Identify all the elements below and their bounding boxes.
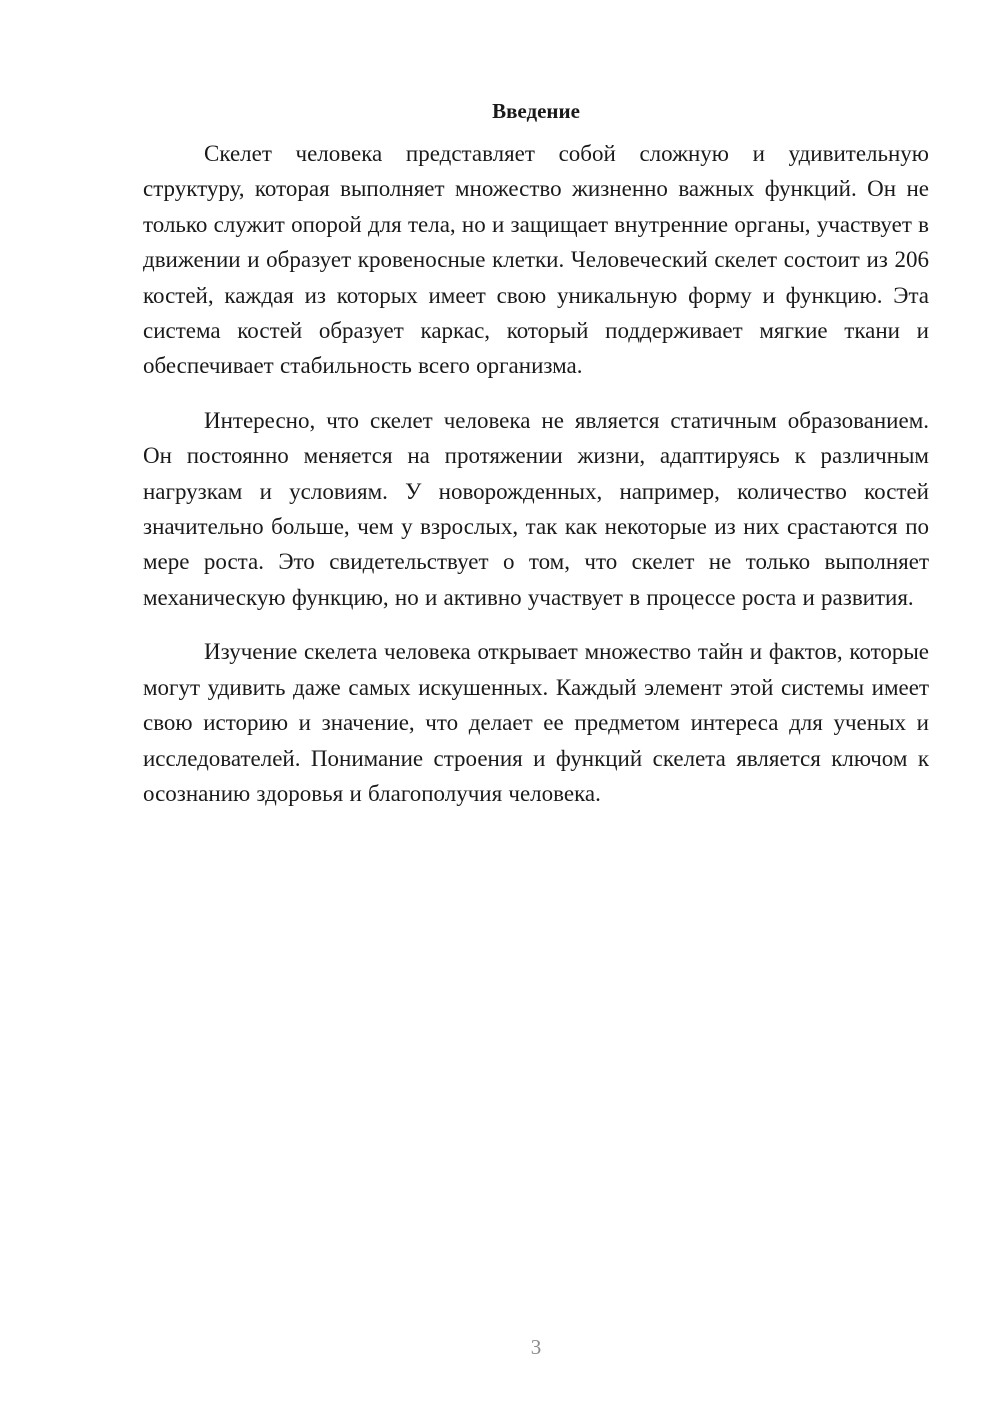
paragraph-2: Интересно, что скелет человека не является статичным образованием. Он постоянно меняется на протяжении жизни, адаптируясь к различным нагрузкам и условиям. У новорожденных, например, количество костей значительно больше, чем у взрослых, так как некоторые из них срастаются по мере роста. Это свидетельствует о том, что скелет не только выполняет механическую функцию, но и активно участвует в процессе роста и развития. [143, 407, 929, 610]
section-heading: Введение [492, 99, 580, 123]
page-number: 3 [530, 1335, 542, 1359]
page-content [143, 96, 929, 811]
paragraph-1: Скелет человека представляет собой сложную и удивительную структуру, которая выполняет множество жизненно важных функций. Он не только служит опорой для тела, но и защищает внутренние органы, участвует в движении и образует кровеносные клетки. Человеческий скелет состоит из 206 костей, каждая из которых имеет свою уникальную форму и функцию. Эта система костей образует каркас, который поддерживает мягкие ткани и обеспечивает стабильность всего организма. [143, 141, 929, 379]
paragraph-3: Изучение скелета человека открывает множество тайн и фактов, которые могут удивить даже самых искушенных. Каждый элемент этой системы имеет свою историю и значение, что делает ее предметом интереса для ученых и исследователей. Понимание строения и функций скелета является ключом к осознанию здоровья и благополучия человека. [143, 639, 929, 806]
